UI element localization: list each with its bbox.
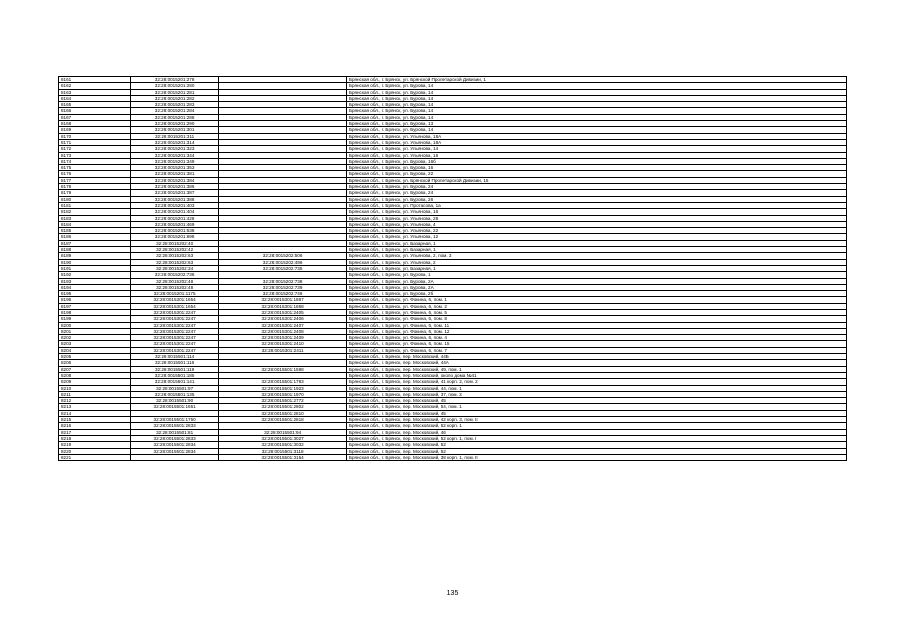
related-cadastral-number: 32:28:0015501:1923 — [219, 385, 347, 391]
cadastral-number: 32:28:0015501:90 — [131, 398, 219, 404]
cadastral-number: 32:28:0015201:353 — [131, 165, 219, 171]
cadastral-number: 32:28:0015201:388 — [131, 196, 219, 202]
row-number: 8188 — [59, 247, 131, 253]
address: Брянская обл., г. Брянск, пер. Московский, 52 корп. 1, пом. I — [347, 435, 847, 441]
row-number: 8192 — [59, 272, 131, 278]
cadastral-number: 32:28:0015201:301 — [131, 127, 219, 133]
cadastral-number: 32:28:0015201:386 — [131, 184, 219, 190]
cadastral-number: 32:28:0015301:2247 — [131, 309, 219, 315]
address: Брянская обл., г. Брянск, пер. Московский, 54, пом. 1 — [347, 404, 847, 410]
row-number: 8166 — [59, 108, 131, 114]
row-number: 8187 — [59, 240, 131, 246]
row-number: 8196 — [59, 297, 131, 303]
cadastral-number: 32:28:0015201:344 — [131, 152, 219, 158]
page-number: 135 — [446, 590, 459, 597]
row-number: 8162 — [59, 83, 131, 89]
address: Брянская обл., г. Брянск, ул. Бурова, 14 — [347, 127, 847, 133]
cadastral-number: 32:28:0015301:1654 — [131, 303, 219, 309]
row-number: 8212 — [59, 398, 131, 404]
address: Брянская обл., г. Брянск, пер. Московский, 38 корп. 1, пом. II — [347, 454, 847, 460]
related-cadastral-number: 32:28:0015301:2411 — [219, 347, 347, 353]
address: Брянская обл., г. Брянск, ул. Бурова, 26 — [347, 196, 847, 202]
cadastral-number: 32:28:0015301:1654 — [131, 297, 219, 303]
address: Брянская обл., г. Брянск, ул. Фокина, 6, пом. 5 — [347, 309, 847, 315]
address: Брянская обл., г. Брянск, ул. Бурова, 14 — [347, 102, 847, 108]
address: Брянская обл., г. Брянск, ул. Бурова, 14 — [347, 89, 847, 95]
registry-table — [58, 76, 847, 461]
row-number: 8179 — [59, 190, 131, 196]
address: Брянская обл., г. Брянск, ул. Ульянова, 2, пом. 3 — [347, 253, 847, 259]
row-number: 8177 — [59, 177, 131, 183]
address: Брянская обл., г. Брянск, ул. Ульянова, 16 — [347, 152, 847, 158]
cadastral-number: 32:28:0015201:290 — [131, 121, 219, 127]
row-number: 8206 — [59, 360, 131, 366]
related-cadastral-number: 32:28:0015202:738 — [219, 278, 347, 284]
cadastral-number: 32:28:0015501:97 — [131, 385, 219, 391]
row-number: 8185 — [59, 228, 131, 234]
cadastral-number: 32:28:0015501:1651 — [131, 404, 219, 410]
row-number: 8164 — [59, 95, 131, 101]
address: Брянская обл., г. Брянск, ул. Бурова, 16б — [347, 158, 847, 164]
row-number: 8181 — [59, 202, 131, 208]
row-number: 8178 — [59, 184, 131, 190]
address: Брянская обл., г. Брянск, ул. Бурова, 14 — [347, 114, 847, 120]
address: Брянская обл., г. Брянск, ул. Бурова, 14 — [347, 83, 847, 89]
address: Брянская обл., г. Брянск, ул. Брянской Пролетарской Дивизии, 1 — [347, 77, 847, 83]
cadastral-number: 32:28:0015201:282 — [131, 95, 219, 101]
cadastral-number: 32:28:0015202:42 — [131, 247, 219, 253]
related-cadastral-number: 32:28:0015501:3154 — [219, 454, 347, 460]
row-number: 8218 — [59, 435, 131, 441]
cadastral-number: 32:28:0015201:284 — [131, 108, 219, 114]
row-number: 8216 — [59, 423, 131, 429]
row-number: 8172 — [59, 146, 131, 152]
address: Брянская обл., г. Брянск, пер. Московский, 41 корп. 2, пом. 2 — [347, 379, 847, 385]
related-cadastral-number: 32:28:0015301:2408 — [219, 328, 347, 334]
cadastral-number: 32:28:0015201:283 — [131, 102, 219, 108]
row-number: 8163 — [59, 89, 131, 95]
address: Брянская обл., г. Брянск, ул. Бурова, 2А — [347, 284, 847, 290]
row-number: 8161 — [59, 77, 131, 83]
cadastral-number: 32:28:0015201:469 — [131, 221, 219, 227]
cadastral-number: 32:28:0015201:428 — [131, 215, 219, 221]
related-cadastral-number: 32:28:0015301:2406 — [219, 316, 347, 322]
related-cadastral-number: 32:28:0015301:1868 — [219, 303, 347, 309]
cadastral-number: 32:28:0015201:387 — [131, 190, 219, 196]
related-cadastral-number: 32:28:0015501:94 — [219, 429, 347, 435]
row-number: 8208 — [59, 372, 131, 378]
cadastral-number: 32:28:0015202:40 — [131, 240, 219, 246]
row-number: 8197 — [59, 303, 131, 309]
address: Брянская обл., г. Брянск, ул. Фокина, 6, пом. 12 — [347, 328, 847, 334]
row-number: 8186 — [59, 234, 131, 240]
cadastral-number: 32:28:0015501:141 — [131, 379, 219, 385]
address: Брянская обл., г. Брянск, ул. Бурова, 2А — [347, 278, 847, 284]
address: Брянская обл., г. Брянск, пер. Московский, 52 — [347, 442, 847, 448]
cadastral-number: 32:28:0015201:698 — [131, 234, 219, 240]
address: Брянская обл., г. Брянск, ул. Ульянова, 2 — [347, 259, 847, 265]
address: Брянская обл., г. Брянск, пер. Московский, около дома №41 — [347, 372, 847, 378]
cadastral-number: 32:28:0015501:2834 — [131, 442, 219, 448]
row-number: 8205 — [59, 354, 131, 360]
row-number: 8193 — [59, 278, 131, 284]
row-number: 8209 — [59, 379, 131, 385]
cadastral-number: 32:28:0015501:1750 — [131, 417, 219, 423]
address: Брянская обл., г. Брянск, ул. Фокина, 6, пом. 15 — [347, 341, 847, 347]
related-cadastral-number: 32:28:0015202:506 — [219, 253, 347, 259]
row-number: 8180 — [59, 196, 131, 202]
row-number: 8167 — [59, 114, 131, 120]
row-number: 8183 — [59, 215, 131, 221]
address: Брянская обл., г. Брянск, пер. Московский, 49, пом. 1 — [347, 366, 847, 372]
address: Брянская обл., г. Брянск, ул. Ульянова, 28 — [347, 215, 847, 221]
cadastral-number: 32:28:0015301:2247 — [131, 341, 219, 347]
cadastral-number: 32:28:0015301:2247 — [131, 335, 219, 341]
row-number: 8194 — [59, 284, 131, 290]
address: Брянская обл., г. Брянск, ул. Ульянова, 12 — [347, 234, 847, 240]
row-number: 8210 — [59, 385, 131, 391]
address: Брянская обл., г. Брянск, ул. Фокина, 6, пом. 7 — [347, 347, 847, 353]
related-cadastral-number: 32:28:0015501:1598 — [219, 366, 347, 372]
cadastral-number: 32:28:0015202:48 — [131, 278, 219, 284]
related-cadastral-number: 32:28:0015501:1783 — [219, 379, 347, 385]
row-number: 8176 — [59, 171, 131, 177]
row-number: 8170 — [59, 133, 131, 139]
row-number: 8191 — [59, 265, 131, 271]
cadastral-number: 32:28:0015202:48 — [131, 284, 219, 290]
cadastral-number: 32:28:0015201:311 — [131, 133, 219, 139]
cadastral-number: 32:28:0015202:63 — [131, 253, 219, 259]
row-number: 8219 — [59, 442, 131, 448]
related-cadastral-number: 32:28:0015501:2818 — [219, 417, 347, 423]
address: Брянская обл., г. Брянск, ул. Фокина, 6, пом. 1 — [347, 297, 847, 303]
cadastral-number: 32:28:0015202:63 — [131, 259, 219, 265]
table-row — [59, 454, 847, 460]
cadastral-number: 32:28:0015501:81 — [131, 429, 219, 435]
cadastral-number: 32:28:0015201:404 — [131, 209, 219, 215]
address: Брянская обл., г. Брянск, ул. Фокина, 6, пом. 8 — [347, 316, 847, 322]
related-cadastral-number: 32:28:0015501:2810 — [219, 410, 347, 416]
row-number: 8201 — [59, 328, 131, 334]
related-cadastral-number: 32:28:0015202:739 — [219, 284, 347, 290]
address: Брянская обл., г. Брянск, ул. Фокина, 6, пом. 2 — [347, 303, 847, 309]
row-number: 8213 — [59, 404, 131, 410]
related-cadastral-number: 32:28:0015501:3032 — [219, 442, 347, 448]
cadastral-number: 32:28:0015202:34 — [131, 265, 219, 271]
cadastral-number: 32:28:0015201:314 — [131, 139, 219, 145]
row-number: 8189 — [59, 253, 131, 259]
related-cadastral-number: 32:28:0015501:3118 — [219, 448, 347, 454]
related-cadastral-number: 32:28:0015501:3027 — [219, 435, 347, 441]
table-body — [59, 77, 847, 461]
row-number: 8182 — [59, 209, 131, 215]
row-number: 8168 — [59, 121, 131, 127]
address: Брянская обл., г. Брянск, ул. Фокина, 6, пом. 11 — [347, 322, 847, 328]
cadastral-number — [131, 454, 219, 460]
row-number: 8204 — [59, 347, 131, 353]
row-number: 8174 — [59, 158, 131, 164]
cadastral-number: 32:28:0015201:288 — [131, 114, 219, 120]
address: Брянская обл., г. Брянск, пер. Московский, 46 — [347, 429, 847, 435]
address: Брянская обл., г. Брянск, ул. Бурова, 16 — [347, 165, 847, 171]
cadastral-number: 32:28:0015201:538 — [131, 228, 219, 234]
related-cadastral-number: 32:28:0015501:2772 — [219, 398, 347, 404]
related-cadastral-number: 32:28:0015301:2410 — [219, 341, 347, 347]
cadastral-number: 32:28:0015201:381 — [131, 171, 219, 177]
address: Брянская обл., г. Брянск, ул. Протасова, 1а — [347, 202, 847, 208]
row-number: 8215 — [59, 417, 131, 423]
address: Брянская обл., г. Брянск, ул. Ульянова, 4 — [347, 221, 847, 227]
cadastral-number: 32:28:0015501:2834 — [131, 448, 219, 454]
related-cadastral-number: 32:28:0015202:735 — [219, 265, 347, 271]
address: Брянская обл., г. Брянск, ул. Ульянова, 14 — [347, 146, 847, 152]
cadastral-number: 32:28:0015501:135 — [131, 391, 219, 397]
cadastral-number: 32:28:0015501:114 — [131, 354, 219, 360]
address: Брянская обл., г. Брянск, ул. Ульянова, 18А — [347, 139, 847, 145]
cadastral-number: 32:28:0015501:2833 — [131, 423, 219, 429]
row-number: 8221 — [59, 454, 131, 460]
address: Брянская обл., г. Брянск, ул. Бурова, 13 — [347, 121, 847, 127]
address: Брянская обл., г. Брянск, ул. Ульянова, 18А — [347, 133, 847, 139]
related-cadastral-number: 32:28:0015202:496 — [219, 259, 347, 265]
row-number: 8165 — [59, 102, 131, 108]
related-cadastral-number: 32:28:0015501:1970 — [219, 391, 347, 397]
cadastral-number: 32:28:0015501:185 — [131, 372, 219, 378]
address: Брянская обл., г. Брянск, пер. Московский, 52 корп. 1 — [347, 423, 847, 429]
row-number: 8190 — [59, 259, 131, 265]
row-number: 8202 — [59, 335, 131, 341]
address: Брянская обл., г. Брянск, ул. Бурова, 2б — [347, 291, 847, 297]
address: Брянская обл., г. Брянск, ул. Базарная, 1 — [347, 240, 847, 246]
address: Брянская обл., г. Брянск, ул. Бурова, 14 — [347, 95, 847, 101]
row-number: 8211 — [59, 391, 131, 397]
row-number: 8175 — [59, 165, 131, 171]
address: Брянская обл., г. Брянск, ул. Ульянова, 16 — [347, 209, 847, 215]
address: Брянская обл., г. Брянск, пер. Московский, 37, пом. 3 — [347, 391, 847, 397]
row-number: 8203 — [59, 341, 131, 347]
cadastral-number: 32:28:0015201:278 — [131, 77, 219, 83]
row-number: 8217 — [59, 429, 131, 435]
address: Брянская обл., г. Брянск, ул. Базарная, 1 — [347, 247, 847, 253]
cadastral-number: 32:28:0015201:403 — [131, 202, 219, 208]
address: Брянская обл., г. Брянск, ул. Бурова, 24 — [347, 190, 847, 196]
cadastral-number: 32:28:0015201:323 — [131, 146, 219, 152]
cadastral-number: 32:28:0015301:2247 — [131, 328, 219, 334]
row-number: 8171 — [59, 139, 131, 145]
row-number: 8184 — [59, 221, 131, 227]
cadastral-number: 32:28:0015501:2833 — [131, 435, 219, 441]
cadastral-number: 32:28:0015201:349 — [131, 158, 219, 164]
address: Брянская обл., г. Брянск, ул. Ульянова, 22 — [347, 228, 847, 234]
cadastral-number: 32:28:0015301:2247 — [131, 322, 219, 328]
related-cadastral-number: 32:28:0015301:2409 — [219, 335, 347, 341]
row-number: 8214 — [59, 410, 131, 416]
cadastral-number: 32:28:0015301:2247 — [131, 347, 219, 353]
address: Брянская обл., г. Брянск, ул. Брянской Пролетарской Дивизии, 15 — [347, 177, 847, 183]
cadastral-number: 32:28:0015201:1175 — [131, 291, 219, 297]
row-number: 8220 — [59, 448, 131, 454]
related-cadastral-number: 32:28:0015301:1867 — [219, 297, 347, 303]
address: Брянская обл., г. Брянск, ул. Бурова, 24 — [347, 184, 847, 190]
address: Брянская обл., г. Брянск, пер. Московский, 44Б — [347, 354, 847, 360]
row-number: 8195 — [59, 291, 131, 297]
row-number: 8200 — [59, 322, 131, 328]
cadastral-number: 32:28:0015201:384 — [131, 177, 219, 183]
row-number: 8198 — [59, 309, 131, 315]
address: Брянская обл., г. Брянск, пер. Московский, 45 — [347, 410, 847, 416]
address: Брянская обл., г. Брянск, пер. Московский, 42 корп. 3, пом. II — [347, 417, 847, 423]
cadastral-number: 32:28:0015501:119 — [131, 366, 219, 372]
address: Брянская обл., г. Брянск, пер. Московский, 52 — [347, 448, 847, 454]
row-number: 8199 — [59, 316, 131, 322]
cadastral-number: 32:28:0015201:280 — [131, 83, 219, 89]
address: Брянская обл., г. Брянск, ул. Фокина, 6, пом. 4 — [347, 335, 847, 341]
cadastral-number: 32:28:0015501:116 — [131, 360, 219, 366]
address: Брянская обл., г. Брянск, ул. Бурова, 1 — [347, 272, 847, 278]
related-cadastral-number: 32:28:0015501:2802 — [219, 404, 347, 410]
row-number: 8207 — [59, 366, 131, 372]
address: Брянская обл., г. Брянск, пер. Московский, 44А — [347, 360, 847, 366]
row-number: 8173 — [59, 152, 131, 158]
cadastral-number: 32:28:0015202:736 — [131, 272, 219, 278]
address: Брянская обл., г. Брянск, пер. Московский, 45 — [347, 398, 847, 404]
related-cadastral-number: 32:28:0015202:746 — [219, 291, 347, 297]
address: Брянская обл., г. Брянск, ул. Базарная, 1 — [347, 265, 847, 271]
cadastral-number: 32:28:0015301:2247 — [131, 316, 219, 322]
cadastral-number: 32:28:0015201:281 — [131, 89, 219, 95]
related-cadastral-number: 32:28:0015301:2407 — [219, 322, 347, 328]
address: Брянская обл., г. Брянск, пер. Московский, 44, пом. 1 — [347, 385, 847, 391]
related-cadastral-number: 32:28:0015301:2405 — [219, 309, 347, 315]
address: Брянская обл., г. Брянск, ул. Бурова, 14 — [347, 108, 847, 114]
row-number: 8169 — [59, 127, 131, 133]
address: Брянская обл., г. Брянск, ул. Бурова, 22 — [347, 171, 847, 177]
